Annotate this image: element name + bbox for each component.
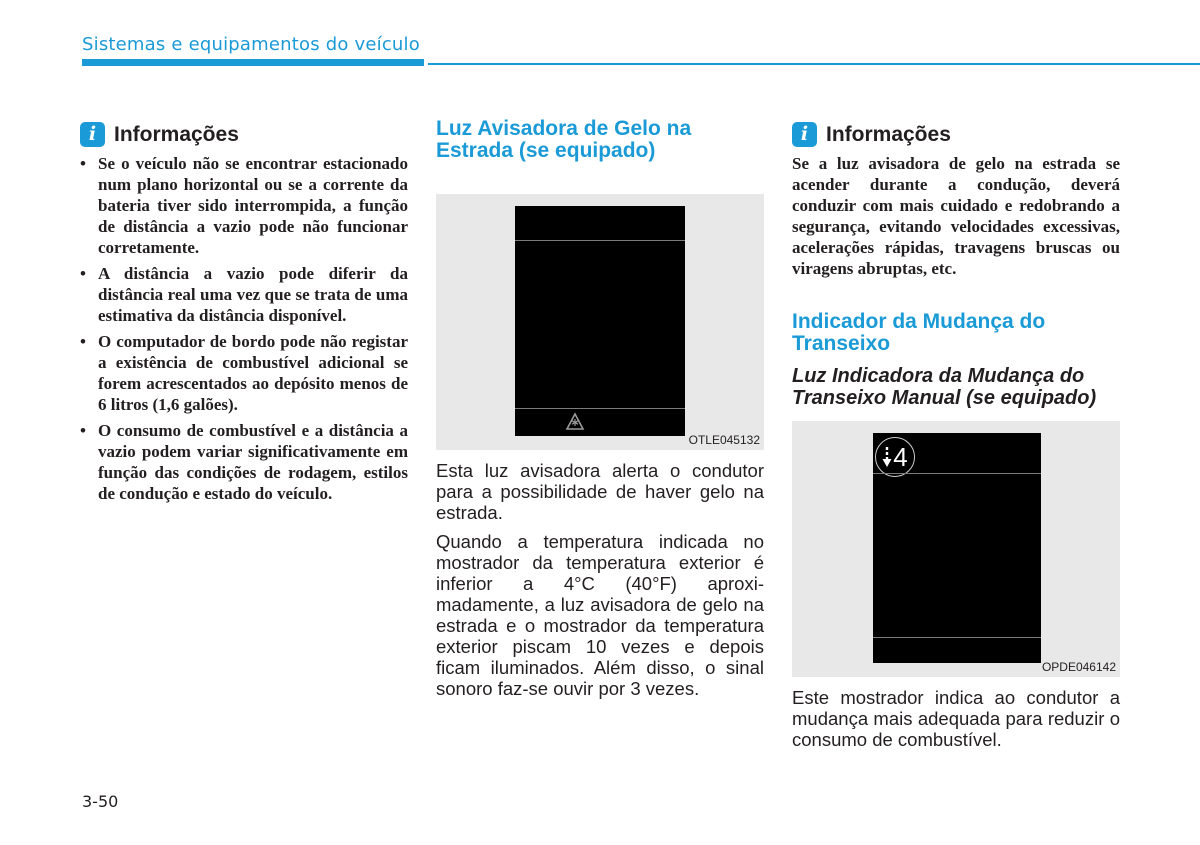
list-item: • O consumo de combustível e a distância a vazio podem variar significativamente em função das condições de rodagem, estilos de condução e estado do veículo.: [80, 421, 408, 503]
header-rule-thin: [428, 63, 1200, 65]
right-column: [792, 122, 1120, 758]
subsection-title: Luz Indicadora da Mudança do Transeixo Manual (se equipado): [792, 365, 1097, 409]
paragraph: Este mostrador indica ao condutor a mudança mais adequada para reduzir o consumo de combustível.: [792, 687, 1120, 750]
list-item: • A distância a vazio pode diferir da distância real uma vez que se trata de uma estimativa da distância disponível.: [80, 264, 408, 325]
section-title: Luz Avisadora de Gelo na Estrada (se equipado): [436, 117, 692, 162]
cluster-display: [515, 206, 685, 436]
display-divider: [873, 637, 1041, 638]
figure-caption: OPDE046142: [1041, 660, 1116, 674]
section-title: Indicador da Mudança do Transeixo: [792, 310, 1046, 355]
info-icon: i: [792, 122, 817, 147]
display-divider: [873, 473, 1041, 474]
info-icon: i: [80, 122, 105, 147]
down-arrow-icon: [882, 446, 892, 468]
info-heading: [792, 122, 1120, 147]
list-item: • O computador de bordo pode não registar a existência de combustível adicional se forem acrescentados ao depósito menos de 6 litros (1,6 galões).: [80, 332, 408, 414]
paragraph: Esta luz avisadora alerta o condutor para a possibilidade de haver gelo na estrada.: [436, 460, 764, 523]
info-heading: [80, 122, 408, 147]
middle-column: [436, 118, 764, 707]
list-item: • Se o veículo não se encontrar estacionado num plano horizontal ou se a corrente da bateria tiver sido interrompida, a função de distância a vazio pode não funcionar corretamente.: [80, 154, 408, 257]
info-bullet-list: [80, 153, 408, 504]
paragraph: Quando a temperatura indicada no mostrador da temperatura exterior é inferior a 4°C (40°F) aproxi-madamente, a luz avisadora de gelo na estrada e o mostrador da temperatura exterior piscam 10 vezes e depois ficam iluminados. Além disso, o sinal sonoro faz-se ouvir por 3 vezes.: [436, 531, 764, 699]
cluster-figure: [436, 194, 764, 450]
page-number: 3-50: [82, 792, 119, 811]
running-header: Sistemas e equipamentos do veículo: [82, 34, 420, 55]
header-rule-thick: [82, 59, 424, 66]
figure-caption: OTLE045132: [688, 433, 760, 447]
road-ice-warning-icon: [565, 412, 585, 432]
info-title: Informações: [826, 122, 951, 146]
display-divider: [515, 408, 685, 409]
cluster-display: [873, 433, 1041, 663]
gear-shift-indicator: [875, 437, 915, 477]
info-text: Se a luz avisadora de gelo na estrada se acender durante a condução, deverá conduzir com mais cuidado e redobrando a segurança, evitando velocidades excessivas, acelerações rápidas, travagens bruscas ou viragens abruptas, etc.: [792, 154, 1120, 278]
gear-indicator-figure: [792, 421, 1120, 677]
gear-number: 4: [893, 442, 908, 472]
left-column: [80, 122, 408, 509]
info-title: Informações: [114, 122, 239, 146]
display-divider: [515, 240, 685, 241]
